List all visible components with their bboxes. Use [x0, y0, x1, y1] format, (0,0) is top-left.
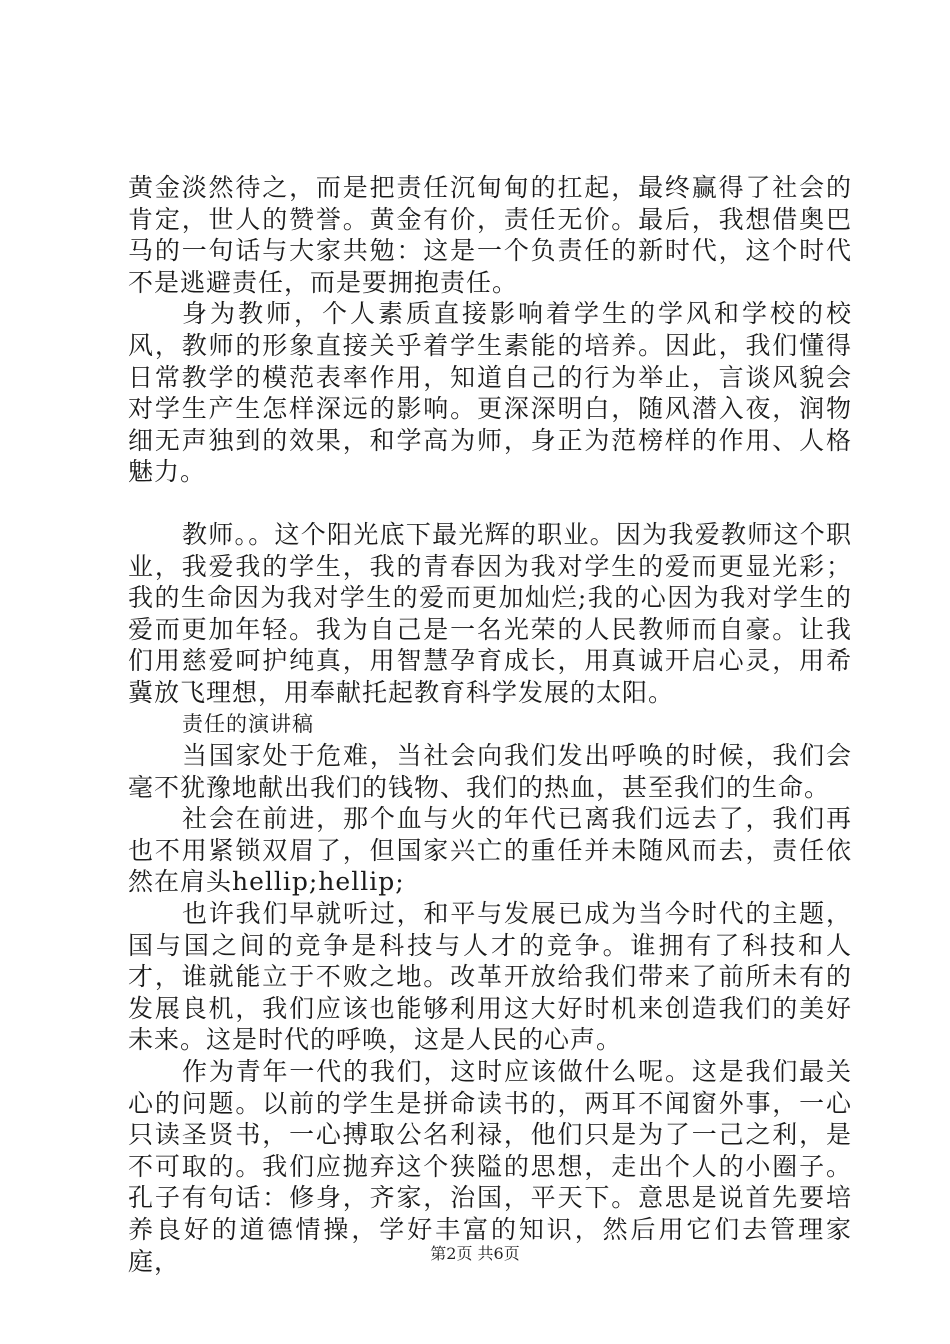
paragraph-continuation: 黄金淡然待之，而是把责任沉甸甸的扛起，最终赢得了社会的肯定，世人的赞誉。黄金有价，责任无价。最后，我想借奥巴马的一句话与大家共勉：这是一个负责任的新时代，这个时代不是逃避责任，而是要拥抱责任。	[128, 173, 852, 297]
paragraph-gap	[128, 488, 852, 519]
paragraph-teacher-profession: 教师。。这个阳光底下最光辉的职业。因为我爱教师这个职业，我爱我的学生，我的青春因为我对学生的爱而更显光彩；我的生命因为我对学生的爱而更加灿烂;我的心因为我对学生的爱而更加年轻。我为自己是一名光荣的人民教师而自豪。让我们用慈爱呵护纯真，用智慧孕育成长，用真诚开启心灵，用希冀放飞理想，用奉献托起教育科学发展的太阳。	[128, 519, 852, 707]
page-number-footer: 第2页 共6页	[430, 1244, 520, 1263]
paragraph-peace-development: 也许我们早就听过，和平与发展已成为当今时代的主题，国与国之间的竞争是科技与人才的竞争。谁拥有了科技和人才，谁就能立于不败之地。改革开放给我们带来了前所未有的发展良机，我们应该也能够利用这大好时机来创造我们的美好未来。这是时代的呼唤，这是人民的心声。	[128, 899, 852, 1055]
paragraph-nation-crisis: 当国家处于危难，当社会向我们发出呼唤的时候，我们会毫不犹豫地献出我们的钱物、我们的热血，甚至我们的生命。	[128, 741, 852, 802]
document-body	[128, 172, 852, 1277]
paragraph-teacher-quality: 身为教师，个人素质直接影响着学生的学风和学校的校风，教师的形象直接关乎着学生素能的培养。因此，我们懂得日常教学的模范表率作用，知道自己的行为举止，言谈风貌会对学生产生怎样深远的影响。更深深明白，随风潜入夜，润物细无声独到的效果，和学高为师，身正为范榜样的作用、人格魅力。	[128, 299, 852, 487]
paragraph-youth-role: 作为青年一代的我们，这时应该做什么呢。这是我们最关心的问题。以前的学生是拼命读书的，两耳不闻窗外事，一心只读圣贤书，一心搏取公名利禄，他们只是为了一己之利，是不可取的。我们应抛弃这个狭隘的思想，走出个人的小圈子。孔子有句话：修身，齐家，治国，平天下。意思是说首先要培养良好的道德情操，学好丰富的知识，然后用它们去管理家庭，	[128, 1057, 852, 1276]
paragraph-society-progress: 社会在前进，那个血与火的年代已离我们远去了，我们再也不用紧锁双眉了，但国家兴亡的重任并未随风而去，责任依然在肩头hellip;hellip;	[128, 804, 852, 897]
section-heading: 责任的演讲稿	[182, 711, 314, 736]
